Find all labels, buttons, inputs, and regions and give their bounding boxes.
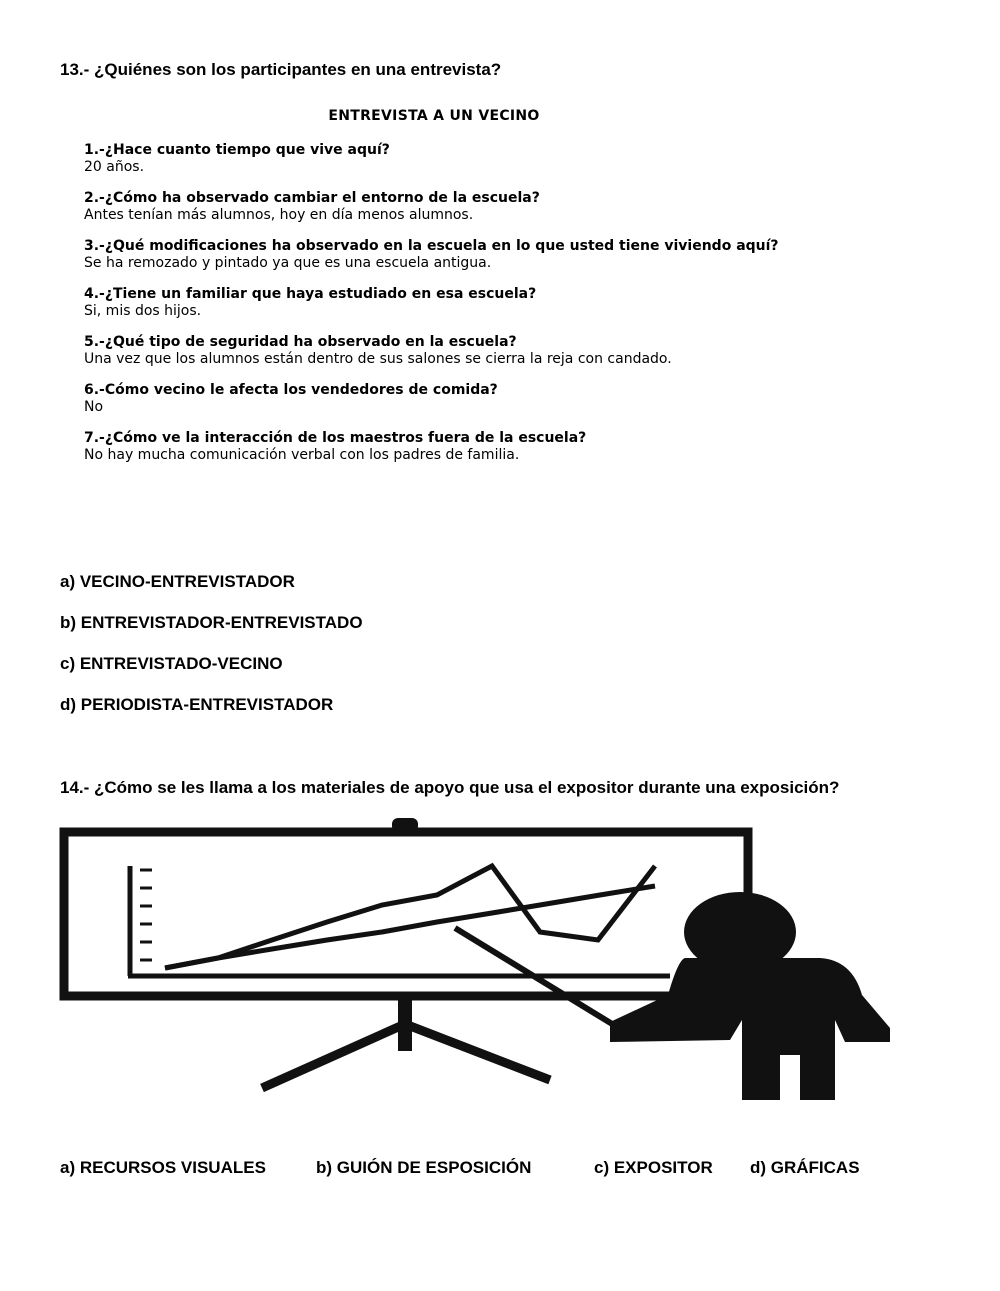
interview-answer: No (84, 398, 104, 415)
interview-question: 4.-¿Tiene un familiar que haya estudiado en esa escuela? (84, 286, 537, 302)
q14-option-d[interactable]: d) GRÁFICAS (750, 1158, 860, 1177)
presentation-board (64, 832, 748, 996)
q14-option-c[interactable]: c) EXPOSITOR (594, 1158, 713, 1177)
interview-item (84, 238, 864, 271)
interview-answer: No hay mucha comunicación verbal con los padres de familia. (84, 446, 520, 463)
interview-question: 3.-¿Qué modificaciones ha observado en la escuela en lo que usted tiene viviendo aquí? (84, 238, 779, 254)
interview-question: 5.-¿Qué tipo de seguridad ha observado en la escuela? (84, 334, 517, 350)
easel-leg-left (262, 1024, 405, 1088)
interview-box (84, 108, 864, 478)
option-d[interactable]: d) PERIODISTA-ENTREVISTADOR (60, 695, 334, 714)
question-14-prompt: 14.- ¿Cómo se les llama a los materiales de apoyo que usa el expositor durante una exposición? (60, 778, 840, 797)
interview-item (84, 382, 864, 415)
interview-title: ENTREVISTA A UN VECINO (328, 108, 540, 124)
option-b[interactable]: b) ENTREVISTADOR-ENTREVISTADO (60, 613, 363, 632)
interview-answer: Una vez que los alumnos están dentro de sus salones se cierra la reja con candado. (84, 350, 672, 367)
presentation-illustration (0, 810, 1000, 1110)
interview-answer: 20 años. (84, 158, 145, 175)
easel-leg-right (405, 1024, 550, 1080)
interview-item (84, 190, 864, 223)
interview-question: 7.-¿Cómo ve la interacción de los maestros fuera de la escuela? (84, 430, 587, 446)
interview-answer: Antes tenían más alumnos, hoy en día menos alumnos. (84, 206, 474, 223)
q14-option-b[interactable]: b) GUIÓN DE ESPOSICIÓN (316, 1158, 532, 1177)
interview-question: 1.-¿Hace cuanto tiempo que vive aquí? (84, 142, 390, 158)
option-a[interactable]: a) VECINO-ENTREVISTADOR (60, 572, 295, 591)
interview-item (84, 430, 864, 463)
interview-item (84, 286, 864, 319)
option-c[interactable]: c) ENTREVISTADO-VECINO (60, 654, 283, 673)
interview-question: 6.-Cómo vecino le afecta los vendedores de comida? (84, 382, 498, 398)
interview-answer: Si, mis dos hijos. (84, 302, 202, 319)
interview-answer: Se ha remozado y pintado ya que es una escuela antigua. (84, 254, 492, 271)
q14-option-a[interactable]: a) RECURSOS VISUALES (60, 1158, 266, 1177)
interview-item (84, 334, 864, 367)
interview-item (84, 142, 864, 175)
question-13-prompt: 13.- ¿Quiénes son los participantes en una entrevista? (60, 60, 502, 79)
interview-question: 2.-¿Cómo ha observado cambiar el entorno de la escuela? (84, 190, 540, 206)
